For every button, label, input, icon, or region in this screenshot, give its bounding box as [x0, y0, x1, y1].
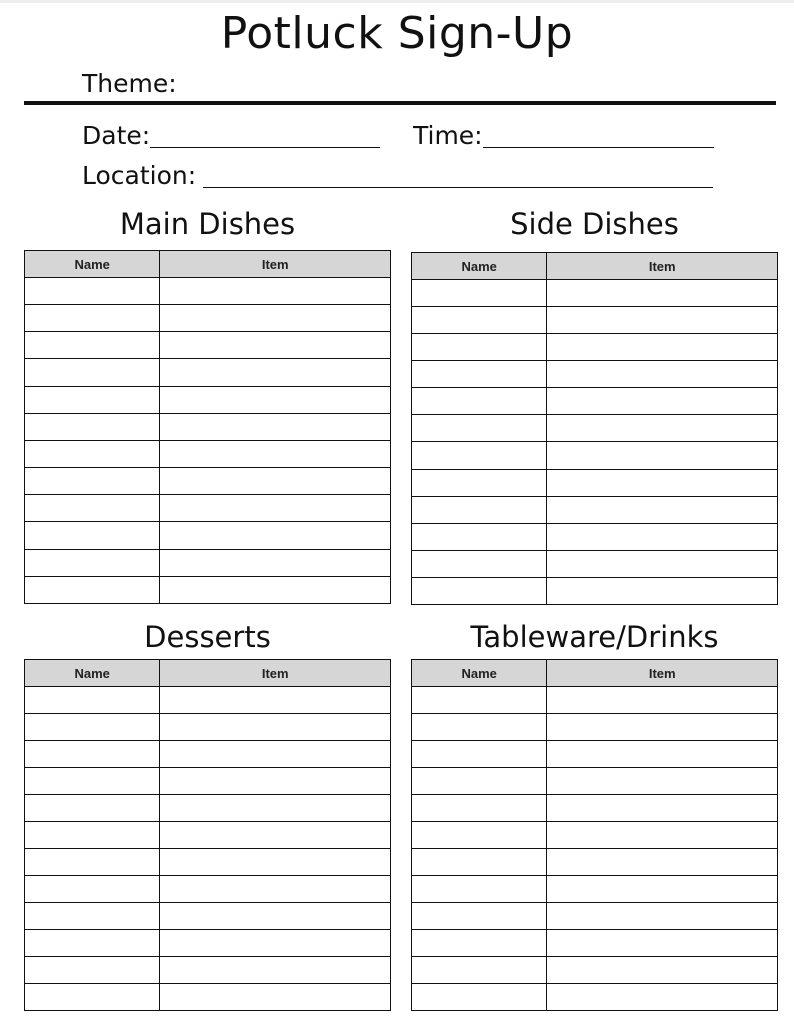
table-row — [412, 388, 778, 415]
name-cell[interactable] — [412, 442, 547, 469]
item-cell[interactable] — [547, 984, 778, 1011]
item-cell[interactable] — [160, 440, 391, 467]
item-cell[interactable] — [160, 386, 391, 413]
table-row — [412, 984, 778, 1011]
item-cell[interactable] — [547, 795, 778, 822]
item-cell[interactable] — [160, 549, 391, 576]
name-cell[interactable] — [25, 822, 160, 849]
main-dishes-table — [24, 250, 391, 604]
name-cell[interactable] — [412, 930, 547, 957]
table-row — [412, 280, 778, 307]
item-cell[interactable] — [547, 687, 778, 714]
table-header-row — [412, 660, 778, 687]
table-row — [25, 795, 391, 822]
table-row — [25, 876, 391, 903]
column-header-item: Item — [547, 253, 778, 280]
column-header-item: Item — [160, 660, 391, 687]
item-cell[interactable] — [160, 930, 391, 957]
item-cell[interactable] — [547, 307, 778, 334]
name-cell[interactable] — [412, 822, 547, 849]
item-cell[interactable] — [547, 523, 778, 550]
item-cell[interactable] — [547, 415, 778, 442]
table-row — [412, 849, 778, 876]
item-cell[interactable] — [547, 334, 778, 361]
item-cell[interactable] — [547, 930, 778, 957]
side-dishes-table — [411, 252, 778, 605]
table-row — [412, 768, 778, 795]
name-cell[interactable] — [25, 687, 160, 714]
table-row — [25, 278, 391, 305]
column-header-item: Item — [547, 660, 778, 687]
name-cell[interactable] — [412, 577, 547, 604]
table-row — [412, 496, 778, 523]
name-cell[interactable] — [25, 795, 160, 822]
item-cell[interactable] — [547, 876, 778, 903]
name-cell[interactable] — [412, 280, 547, 307]
item-cell[interactable] — [547, 714, 778, 741]
table-row — [25, 440, 391, 467]
page-title: Potluck Sign-Up — [220, 8, 574, 59]
tableware-drinks-table — [411, 659, 778, 1011]
table-row — [412, 550, 778, 577]
item-cell[interactable] — [160, 741, 391, 768]
item-cell[interactable] — [160, 957, 391, 984]
name-cell[interactable] — [25, 741, 160, 768]
item-cell[interactable] — [160, 413, 391, 440]
table-row — [25, 822, 391, 849]
item-cell[interactable] — [160, 522, 391, 549]
table-row — [25, 468, 391, 495]
table-header-row — [25, 660, 391, 687]
table-row — [412, 903, 778, 930]
column-header-name: Name — [412, 660, 547, 687]
theme-label: Theme: — [82, 69, 177, 98]
name-cell[interactable] — [412, 388, 547, 415]
column-header-item: Item — [160, 251, 391, 278]
name-cell[interactable] — [25, 468, 160, 495]
table-row — [25, 386, 391, 413]
name-cell[interactable] — [412, 307, 547, 334]
name-cell[interactable] — [412, 687, 547, 714]
desserts-title: Desserts — [144, 620, 271, 654]
name-cell[interactable] — [412, 361, 547, 388]
name-cell[interactable] — [25, 305, 160, 332]
name-cell[interactable] — [25, 768, 160, 795]
item-cell[interactable] — [547, 496, 778, 523]
desserts-table — [24, 659, 391, 1011]
name-cell[interactable] — [25, 849, 160, 876]
name-cell[interactable] — [25, 359, 160, 386]
item-cell[interactable] — [160, 714, 391, 741]
name-cell[interactable] — [25, 522, 160, 549]
name-cell[interactable] — [25, 413, 160, 440]
column-header-name: Name — [25, 660, 160, 687]
table-row — [25, 332, 391, 359]
item-cell[interactable] — [547, 469, 778, 496]
date-label: Date: — [82, 121, 151, 150]
item-cell[interactable] — [547, 849, 778, 876]
item-cell[interactable] — [160, 332, 391, 359]
name-cell[interactable] — [412, 768, 547, 795]
time-field[interactable] — [483, 147, 714, 148]
side-dishes-title: Side Dishes — [510, 207, 679, 241]
item-cell[interactable] — [547, 388, 778, 415]
date-field[interactable] — [150, 147, 380, 148]
name-cell[interactable] — [25, 332, 160, 359]
theme-rule — [24, 101, 776, 105]
name-cell[interactable] — [25, 984, 160, 1011]
item-cell[interactable] — [160, 795, 391, 822]
name-cell[interactable] — [25, 386, 160, 413]
item-cell[interactable] — [160, 305, 391, 332]
name-cell[interactable] — [25, 876, 160, 903]
name-cell[interactable] — [412, 957, 547, 984]
table-row — [412, 687, 778, 714]
item-cell[interactable] — [160, 576, 391, 603]
table-row — [25, 413, 391, 440]
table-row — [412, 523, 778, 550]
column-header-name: Name — [412, 253, 547, 280]
item-cell[interactable] — [160, 278, 391, 305]
name-cell[interactable] — [25, 714, 160, 741]
table-row — [25, 849, 391, 876]
item-cell[interactable] — [160, 687, 391, 714]
name-cell[interactable] — [412, 741, 547, 768]
table-row — [25, 714, 391, 741]
item-cell[interactable] — [160, 768, 391, 795]
item-cell[interactable] — [547, 903, 778, 930]
location-label: Location: — [82, 161, 197, 190]
name-cell[interactable] — [412, 469, 547, 496]
table-row — [412, 714, 778, 741]
name-cell[interactable] — [412, 334, 547, 361]
table-row — [25, 359, 391, 386]
table-row — [25, 687, 391, 714]
name-cell[interactable] — [412, 795, 547, 822]
item-cell[interactable] — [547, 442, 778, 469]
table-row — [25, 522, 391, 549]
item-cell[interactable] — [547, 577, 778, 604]
table-row — [25, 768, 391, 795]
item-cell[interactable] — [547, 741, 778, 768]
table-row — [412, 442, 778, 469]
table-row — [25, 549, 391, 576]
name-cell[interactable] — [25, 576, 160, 603]
item-cell[interactable] — [160, 876, 391, 903]
item-cell[interactable] — [547, 957, 778, 984]
table-row — [412, 741, 778, 768]
name-cell[interactable] — [412, 523, 547, 550]
name-cell[interactable] — [412, 415, 547, 442]
name-cell[interactable] — [412, 714, 547, 741]
item-cell[interactable] — [160, 359, 391, 386]
item-cell[interactable] — [160, 495, 391, 522]
name-cell[interactable] — [412, 496, 547, 523]
item-cell[interactable] — [160, 468, 391, 495]
table-row — [25, 741, 391, 768]
table-row — [412, 822, 778, 849]
table-row — [412, 795, 778, 822]
name-cell[interactable] — [25, 495, 160, 522]
name-cell[interactable] — [25, 957, 160, 984]
item-cell[interactable] — [160, 849, 391, 876]
name-cell[interactable] — [412, 984, 547, 1011]
table-row — [412, 930, 778, 957]
name-cell[interactable] — [412, 903, 547, 930]
table-row — [412, 307, 778, 334]
name-cell[interactable] — [25, 278, 160, 305]
tableware-drinks-title: Tableware/Drinks — [470, 620, 719, 654]
table-row — [412, 469, 778, 496]
table-row — [25, 305, 391, 332]
item-cell[interactable] — [547, 768, 778, 795]
time-label: Time: — [413, 121, 483, 150]
item-cell[interactable] — [160, 984, 391, 1011]
table-row — [25, 930, 391, 957]
item-cell[interactable] — [547, 361, 778, 388]
table-row — [25, 903, 391, 930]
name-cell[interactable] — [25, 903, 160, 930]
table-row — [25, 957, 391, 984]
item-cell[interactable] — [547, 550, 778, 577]
location-field[interactable] — [203, 187, 713, 188]
table-row — [412, 361, 778, 388]
table-row — [412, 577, 778, 604]
name-cell[interactable] — [25, 930, 160, 957]
table-row — [412, 876, 778, 903]
name-cell[interactable] — [412, 849, 547, 876]
table-row — [412, 957, 778, 984]
name-cell[interactable] — [412, 550, 547, 577]
name-cell[interactable] — [25, 440, 160, 467]
table-row — [412, 334, 778, 361]
name-cell[interactable] — [25, 549, 160, 576]
item-cell[interactable] — [547, 280, 778, 307]
main-dishes-title: Main Dishes — [119, 207, 296, 241]
table-header-row — [25, 251, 391, 278]
table-row — [25, 495, 391, 522]
item-cell[interactable] — [547, 822, 778, 849]
column-header-name: Name — [25, 251, 160, 278]
table-row — [25, 576, 391, 603]
item-cell[interactable] — [160, 903, 391, 930]
name-cell[interactable] — [412, 876, 547, 903]
table-header-row — [412, 253, 778, 280]
item-cell[interactable] — [160, 822, 391, 849]
table-row — [412, 415, 778, 442]
table-row — [25, 984, 391, 1011]
